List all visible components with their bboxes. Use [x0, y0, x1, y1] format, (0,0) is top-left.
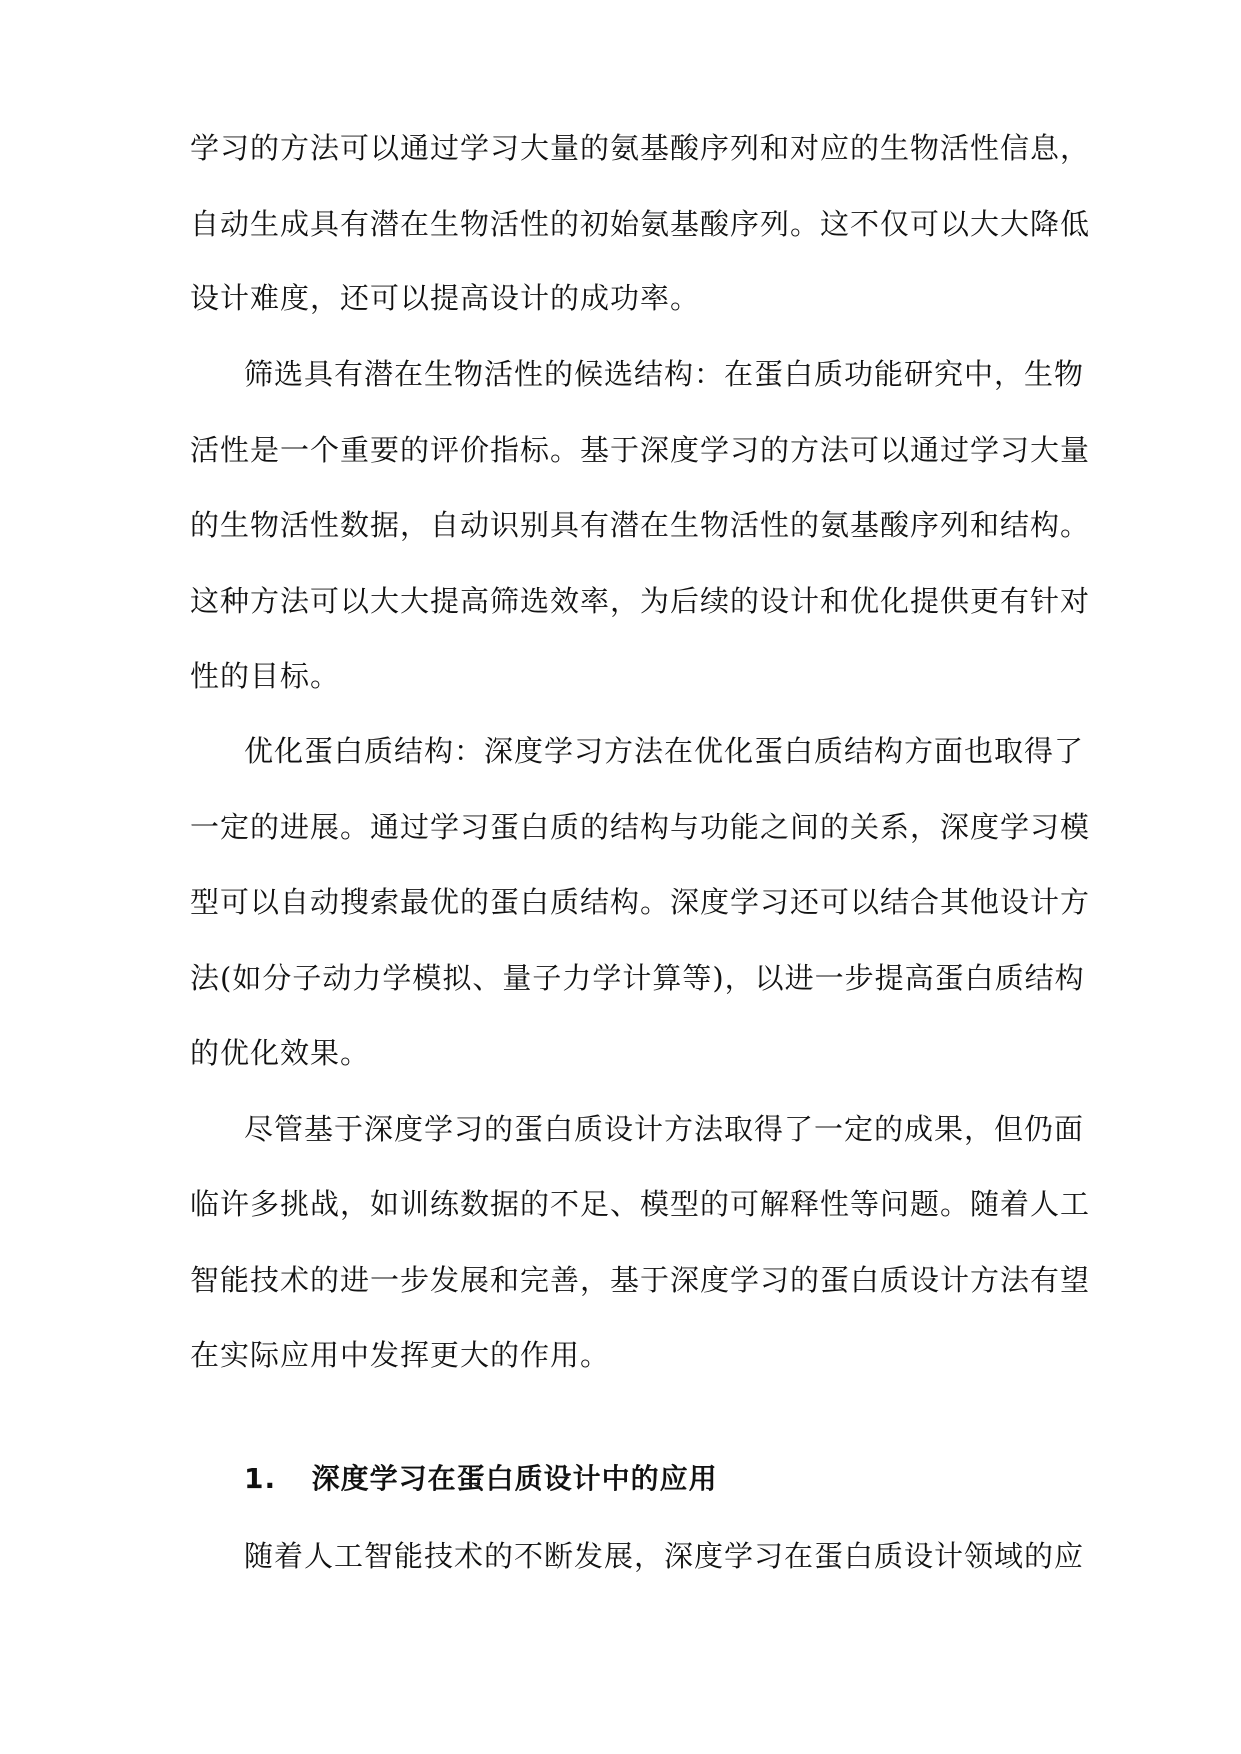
paragraph-2-line-2: 活性是一个重要的评价指标。基于深度学习的方法可以通过学习大量 — [190, 433, 1091, 467]
paragraph-1-line-1: 学习的方法可以通过学习大量的氨基酸序列和对应的生物活性信息， — [190, 131, 1091, 165]
paragraph-4-line-3: 智能技术的进一步发展和完善，基于深度学习的蛋白质设计方法有望 — [190, 1263, 1091, 1297]
paragraph-2-line-1: 筛选具有潜在生物活性的候选结构：在蛋白质功能研究中，生物 — [244, 357, 1085, 391]
paragraph-3-line-2: 一定的进展。通过学习蛋白质的结构与功能之间的关系，深度学习模 — [190, 810, 1091, 844]
paragraph-4-line-2: 临许多挑战，如训练数据的不足、模型的可解释性等问题。随着人工 — [190, 1187, 1091, 1221]
paragraph-3-line-5: 的优化效果。 — [190, 1036, 371, 1070]
paragraph-1-line-3: 设计难度，还可以提高设计的成功率。 — [190, 281, 701, 315]
paragraph-2-line-4: 这种方法可以大大提高筛选效率，为后续的设计和优化提供更有针对 — [190, 584, 1091, 618]
paragraph-3-line-4: 法(如分子动力学模拟、量子力学计算等)，以进一步提高蛋白质结构 — [190, 961, 1085, 995]
paragraph-5-line-1: 随着人工智能技术的不断发展，深度学习在蛋白质设计领域的应 — [244, 1539, 1085, 1573]
paragraph-3-line-1: 优化蛋白质结构：深度学习方法在优化蛋白质结构方面也取得了 — [244, 734, 1085, 768]
paragraph-1-line-2: 自动生成具有潜在生物活性的初始氨基酸序列。这不仅可以大大降低 — [190, 207, 1091, 241]
paragraph-2-line-3: 的生物活性数据，自动识别具有潜在生物活性的氨基酸序列和结构。 — [190, 508, 1091, 542]
section-heading-title: 深度学习在蛋白质设计中的应用 — [311, 1462, 718, 1495]
section-heading-number: 1. — [244, 1462, 277, 1495]
paragraph-3-line-3: 型可以自动搜索最优的蛋白质结构。深度学习还可以结合其他设计方 — [190, 885, 1091, 919]
paragraph-2-line-5: 性的目标。 — [190, 659, 341, 693]
paragraph-4-line-1: 尽管基于深度学习的蛋白质设计方法取得了一定的成果，但仍面 — [244, 1112, 1085, 1146]
section-heading — [244, 1459, 718, 1499]
paragraph-4-line-4: 在实际应用中发挥更大的作用。 — [190, 1338, 611, 1372]
